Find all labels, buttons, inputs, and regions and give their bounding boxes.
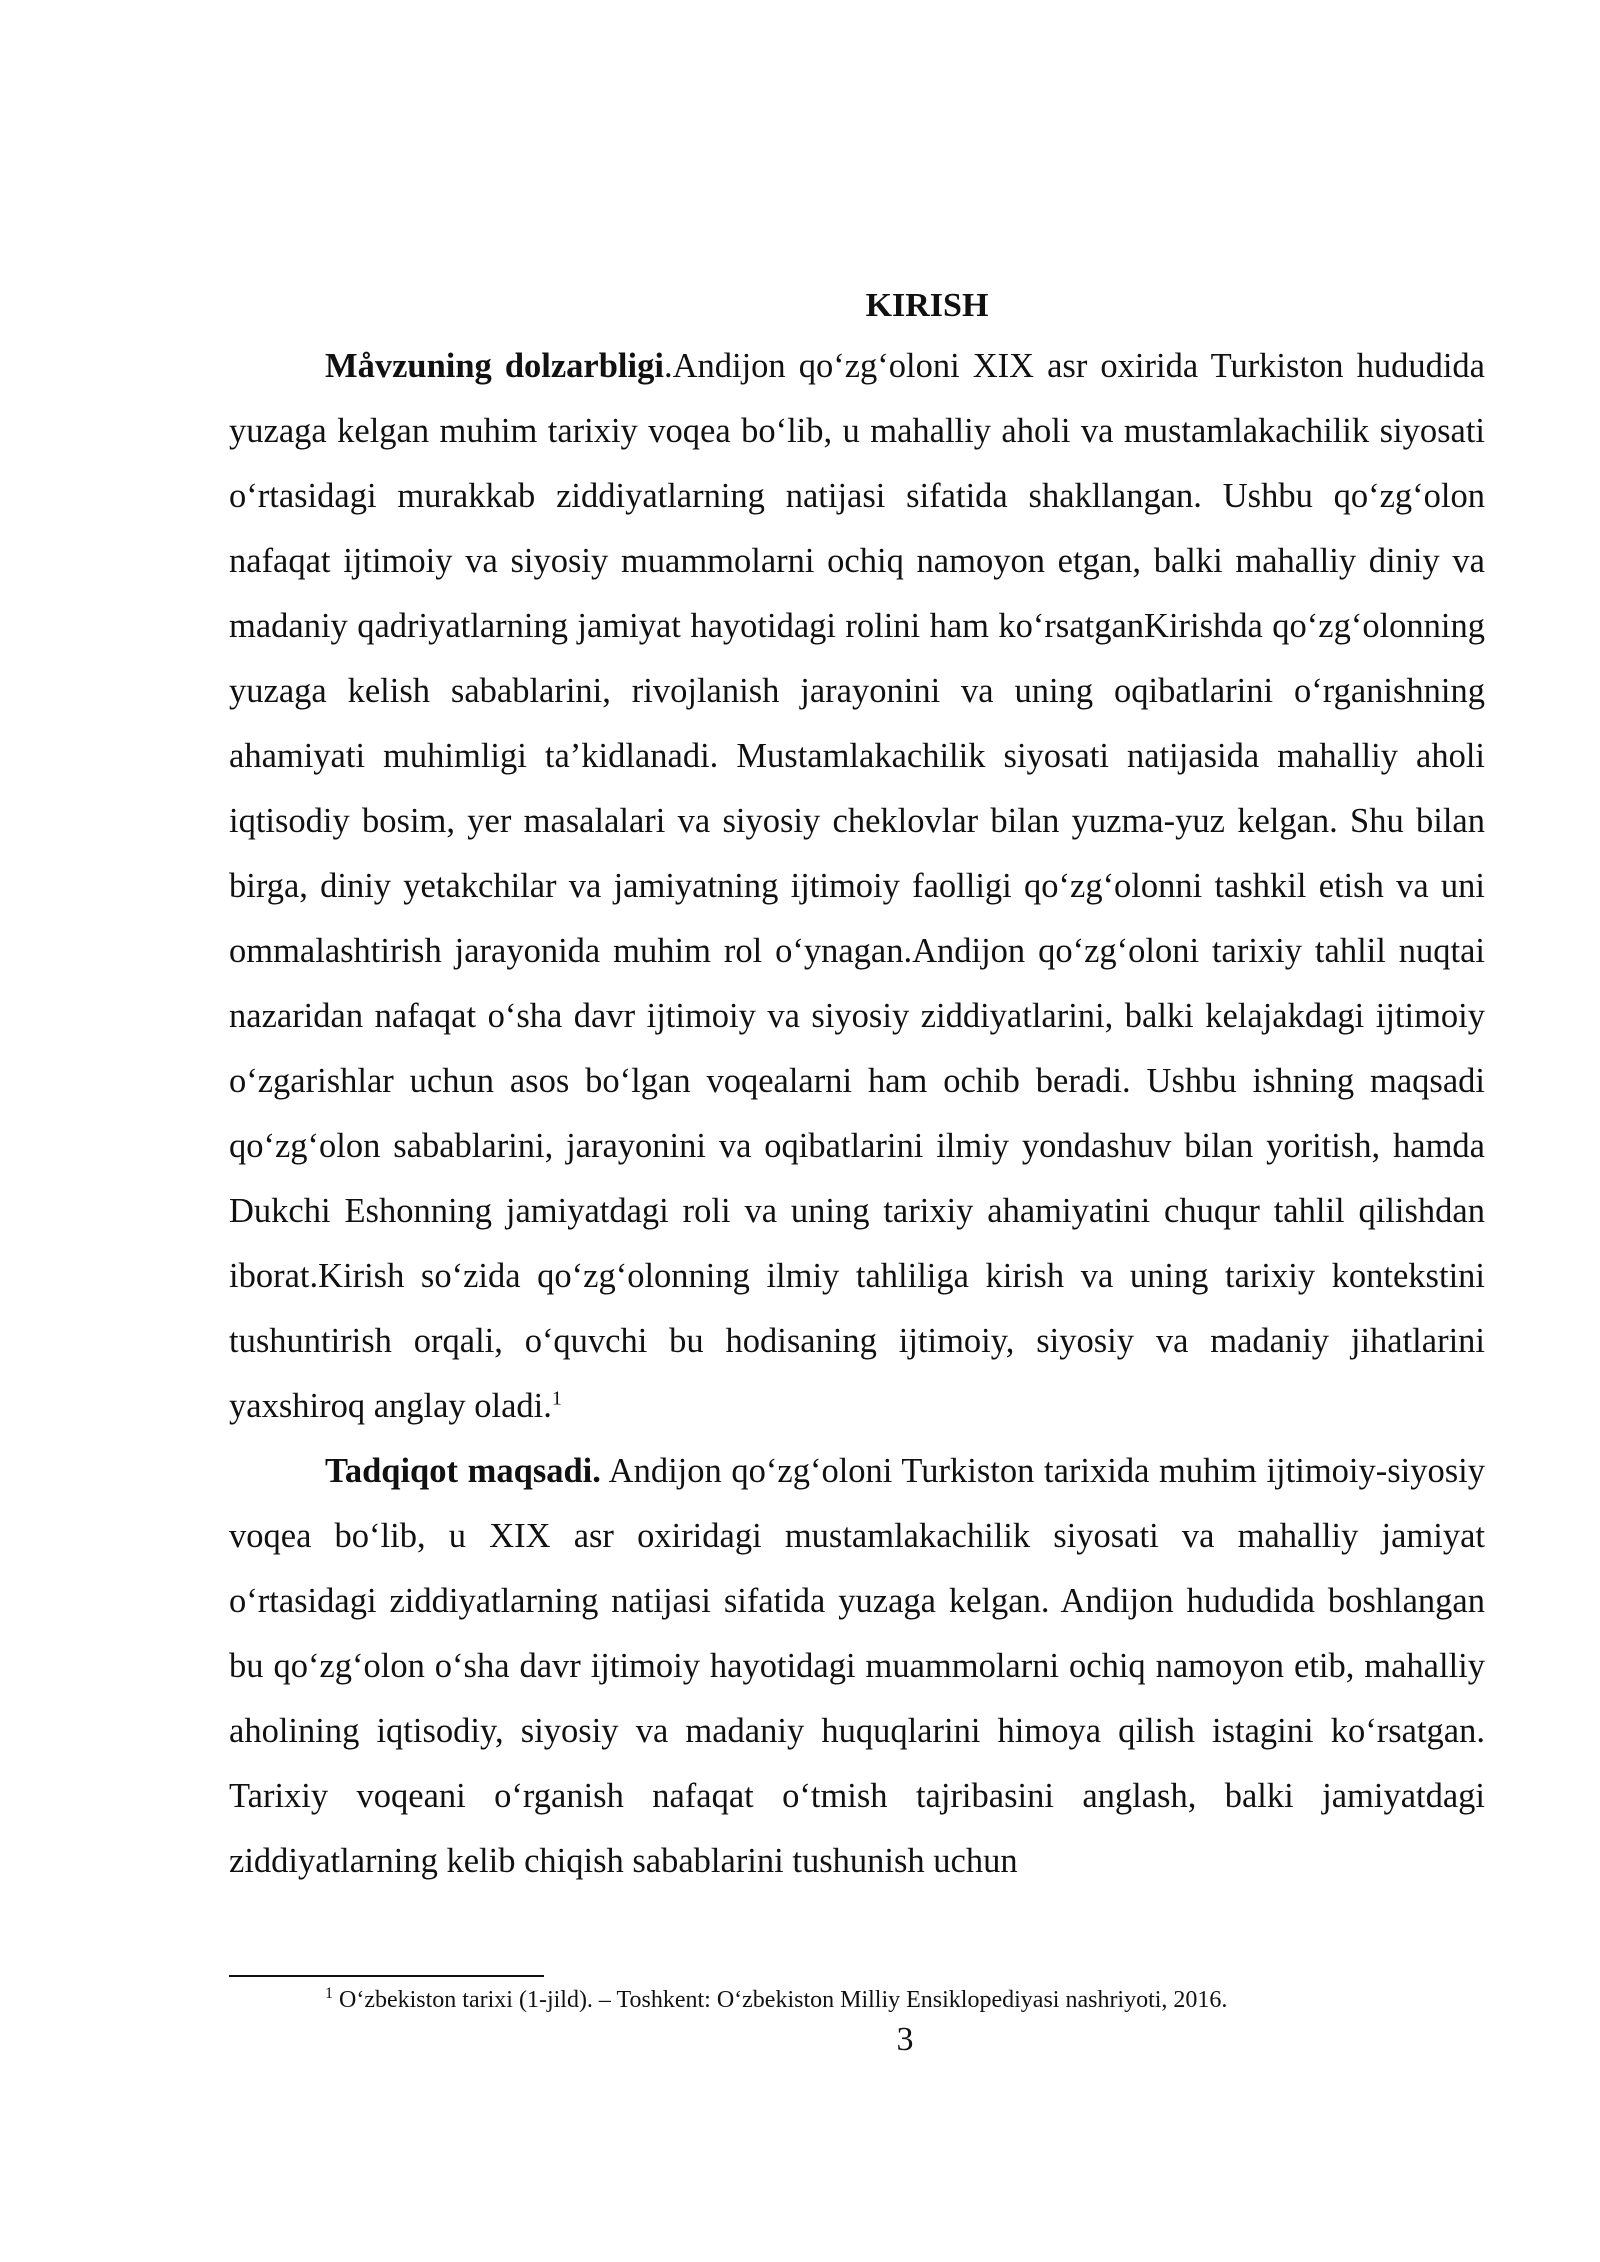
footnote-separator [229, 1975, 544, 1977]
paragraph-lead: Måvzuning dolzarbligi [325, 347, 664, 385]
page-body [229, 278, 1485, 1894]
footnote [229, 1983, 1485, 2017]
paragraph-text: .Andijon qo‘zg‘oloni XIX asr oxirida Turkiston hududida yuzaga kelgan muhim tarixiy voqea bo‘lib, u mahalliy aholi va mustamlakachilik siyosati o‘rtasidagi murakkab ziddiyatlarning natijasi sifatida shakllangan. Ushbu qo‘zg‘olon nafaqat ijtimoiy va siyosiy muammolarni ochiq namoyon etgan, balki mahalliy diniy va madaniy qadriyatlarning jamiyat hayotidagi rolini ham ko‘rsatganKirishda qo‘zg‘olonning yuzaga kelish sabablarini, rivojlanish jarayonini va uning oqibatlarini o‘rganishning ahamiyati muhimligi ta’kidlanadi. Mustamlakachilik siyosati natijasida mahalliy aholi iqtisodiy bosim, yer masalalari va siyosiy cheklovlar bilan yuzma-yuz kelgan. Shu bilan birga, diniy yetakchilar va jamiyatning ijtimoiy faolligi qo‘zg‘olonni tashkil etish va uni ommalashtirish jarayonida muhim rol o‘ynagan.Andijon qo‘zg‘oloni tarixiy tahlil nuqtai nazaridan nafaqat o‘sha davr ijtimoiy va siyosiy ziddiyatlarini, balki kelajakdagi ijtimoiy o‘zgarishlar uchun asos bo‘lgan voqealarni ham ochib beradi. Ushbu ishning maqsadi qo‘zg‘olon sabablarini, jarayonini va oqibatlarini ilmiy yondashuv bilan yoritish, hamda Dukchi Eshonning jamiyatdagi roli va uning tarixiy ahamiyatini chuqur tahlil qilishdan iborat.Kirish so‘zida qo‘zg‘olonning ilmiy tahliliga kirish va uning tarixiy kontekstini tushuntirish orqali, o‘quvchi bu hodisaning ijtimoiy, siyosiy va madaniy jihatlarini yaxshiroq anglay oladi. [229, 347, 1485, 1425]
paragraph-text: Andijon qo‘zg‘oloni Turkiston tarixida muhim ijtimoiy-siyosiy voqea bo‘lib, u XIX asr oxiridagi mustamlakachilik siyosati va mahalliy jamiyat o‘rtasidagi ziddiyatlarning natijasi sifatida yuzaga kelgan. Andijon hududida boshlangan bu qo‘zg‘olon o‘sha davr ijtimoiy hayotidagi muammolarni ochiq namoyon etib, mahalliy aholining iqtisodiy, siyosiy va madaniy huquqlarini himoya qilish istagini ko‘rsatgan. Tarixiy voqeani o‘rganish nafaqat o‘tmish tajribasini anglash, balki jamiyatdagi ziddiyatlarning kelib chiqish sabablarini tushunish uchun [229, 1452, 1485, 1880]
footnote-mark: 1 [325, 1985, 333, 2002]
section-heading: KIRISH [865, 287, 989, 324]
paragraph-research-goal [229, 1439, 1485, 1894]
paragraph-relevance [229, 334, 1485, 1439]
footnote-text: O‘zbekiston tarixi (1-jild). – Toshkent: O‘zbekiston Milliy Ensiklopediyasi nashriyoti, 2016. [333, 1987, 1228, 2013]
page-number: 3 [896, 2021, 914, 2058]
paragraph-lead: Tadqiqot maqsadi. [325, 1452, 601, 1490]
footnote-reference[interactable]: 1 [551, 1387, 562, 1410]
